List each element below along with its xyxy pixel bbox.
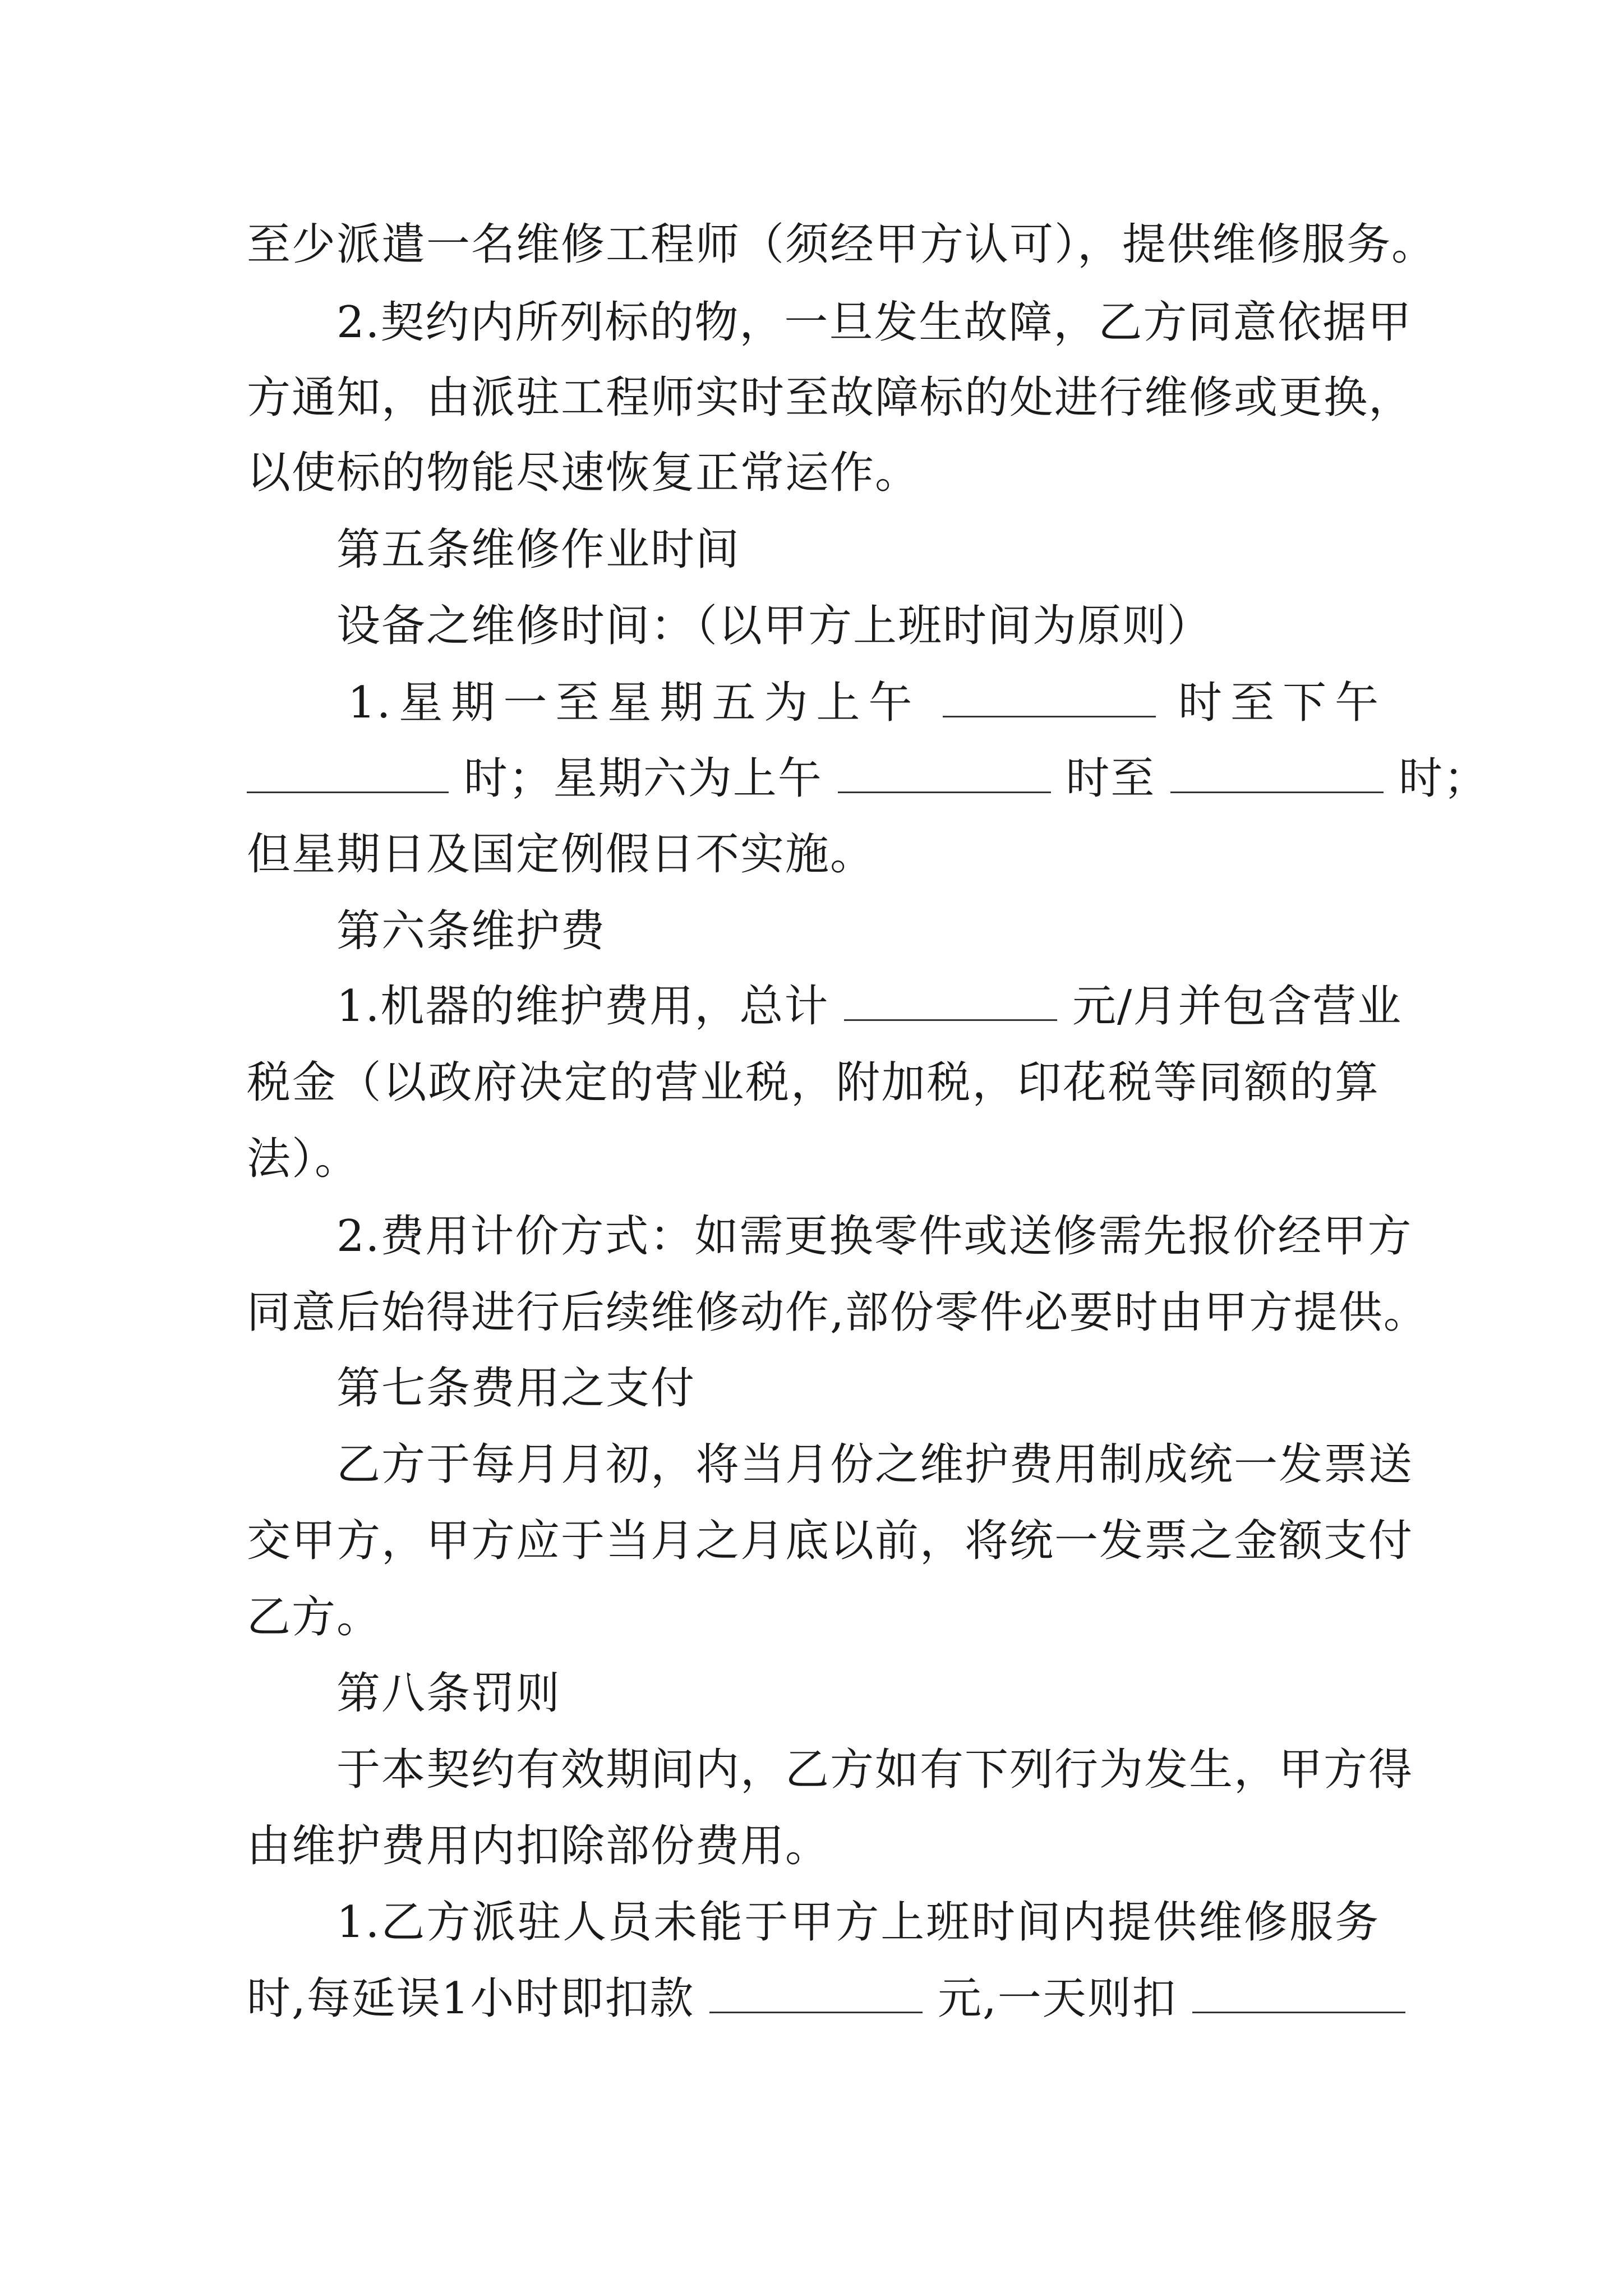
section-heading [336, 1360, 695, 1416]
text: 法）。 [247, 1134, 360, 1184]
text: 于本契约有效期间内，乙方如有下列行为发生，甲方得 [336, 1745, 1414, 1795]
fill-in-blank [709, 1972, 923, 2013]
text: 乙方。 [247, 1592, 382, 1642]
text: 时； [1399, 753, 1489, 804]
paragraph-line [336, 598, 1212, 654]
paragraph-line [336, 978, 1403, 1034]
text: 1.乙方派驻人员未能于甲方上班时间内提供维修服务 [336, 1897, 1380, 1948]
paragraph-line [247, 217, 1437, 273]
text: 时,每延误1小时即扣款 [247, 1973, 695, 2024]
heading-text: 第八条罚则 [336, 1668, 561, 1719]
fill-in-blank [838, 752, 1051, 793]
document-page [247, 0, 1489, 2296]
text: 时；星期六为上午 [463, 753, 823, 804]
text: 设备之维修时间：（以甲方上班时间为原则） [336, 601, 1212, 651]
paragraph-line [247, 1971, 1380, 2027]
heading-text: 第七条费用之支付 [336, 1363, 696, 1414]
paragraph-line [336, 1437, 1414, 1493]
paragraph-line [336, 295, 1413, 351]
text: 1.机器的维护费用，总计 [336, 981, 829, 1032]
paragraph-line [348, 675, 1380, 731]
paragraph-line [336, 1208, 1413, 1264]
text: 税金（以政府决定的营业税，附加税，印花税等同额的算 [247, 1057, 1380, 1108]
paragraph-line [247, 445, 920, 501]
text: 乙方于每月月初，将当月份之维护费用制成统一发票送 [336, 1439, 1414, 1490]
paragraph-line [247, 1055, 1380, 1111]
text: 元/月并包含营业 [1072, 981, 1403, 1032]
paragraph-line [247, 751, 1489, 807]
text: 元,一天则扣 [938, 1973, 1177, 2024]
paragraph-line [336, 1742, 1414, 1798]
fill-in-blank [1192, 1972, 1405, 2013]
section-heading [336, 903, 606, 959]
paragraph-line [247, 1131, 359, 1187]
section-heading [336, 522, 740, 578]
text: 1.星期一至星期五为上午 [348, 678, 921, 728]
text: 同意后始得进行后续维修动作,部份零件必要时由甲方提供。 [247, 1287, 1428, 1338]
text: 2.契约内所列标的物，一旦发生故障，乙方同意依据甲 [336, 297, 1413, 348]
heading-text: 第五条维修作业时间 [336, 524, 741, 575]
text: 时至下午 [1178, 678, 1380, 728]
fill-in-blank [844, 980, 1057, 1021]
fill-in-blank [1170, 752, 1384, 793]
text: 2.费用计价方式：如需更换零件或送修需先报价经甲方 [336, 1211, 1413, 1262]
text: 由维护费用内扣除部份费用。 [247, 1821, 831, 1871]
paragraph-line [336, 1894, 1380, 1950]
paragraph-line [247, 826, 875, 882]
text: 方通知，由派驻工程师实时至故障标的处进行维修或更换， [247, 372, 1414, 423]
paragraph-line [247, 370, 1414, 426]
heading-text: 第六条维护费 [336, 906, 606, 956]
text: 但星期日及国定例假日不实施。 [247, 829, 875, 880]
paragraph-line [247, 1589, 381, 1645]
paragraph-line [247, 1513, 1414, 1569]
paragraph-line [247, 1285, 1428, 1341]
text: 时至 [1066, 753, 1156, 804]
section-heading [336, 1665, 561, 1722]
fill-in-blank [247, 752, 449, 793]
fill-in-blank [943, 677, 1156, 717]
text: 交甲方，甲方应于当月之月底以前，将统一发票之金额支付 [247, 1516, 1414, 1566]
paragraph-line [247, 1818, 830, 1874]
text: 至少派遣一名维修工程师（须经甲方认可），提供维修服务。 [247, 219, 1437, 270]
text: 以使标的物能尽速恢复正常运作。 [247, 448, 920, 498]
